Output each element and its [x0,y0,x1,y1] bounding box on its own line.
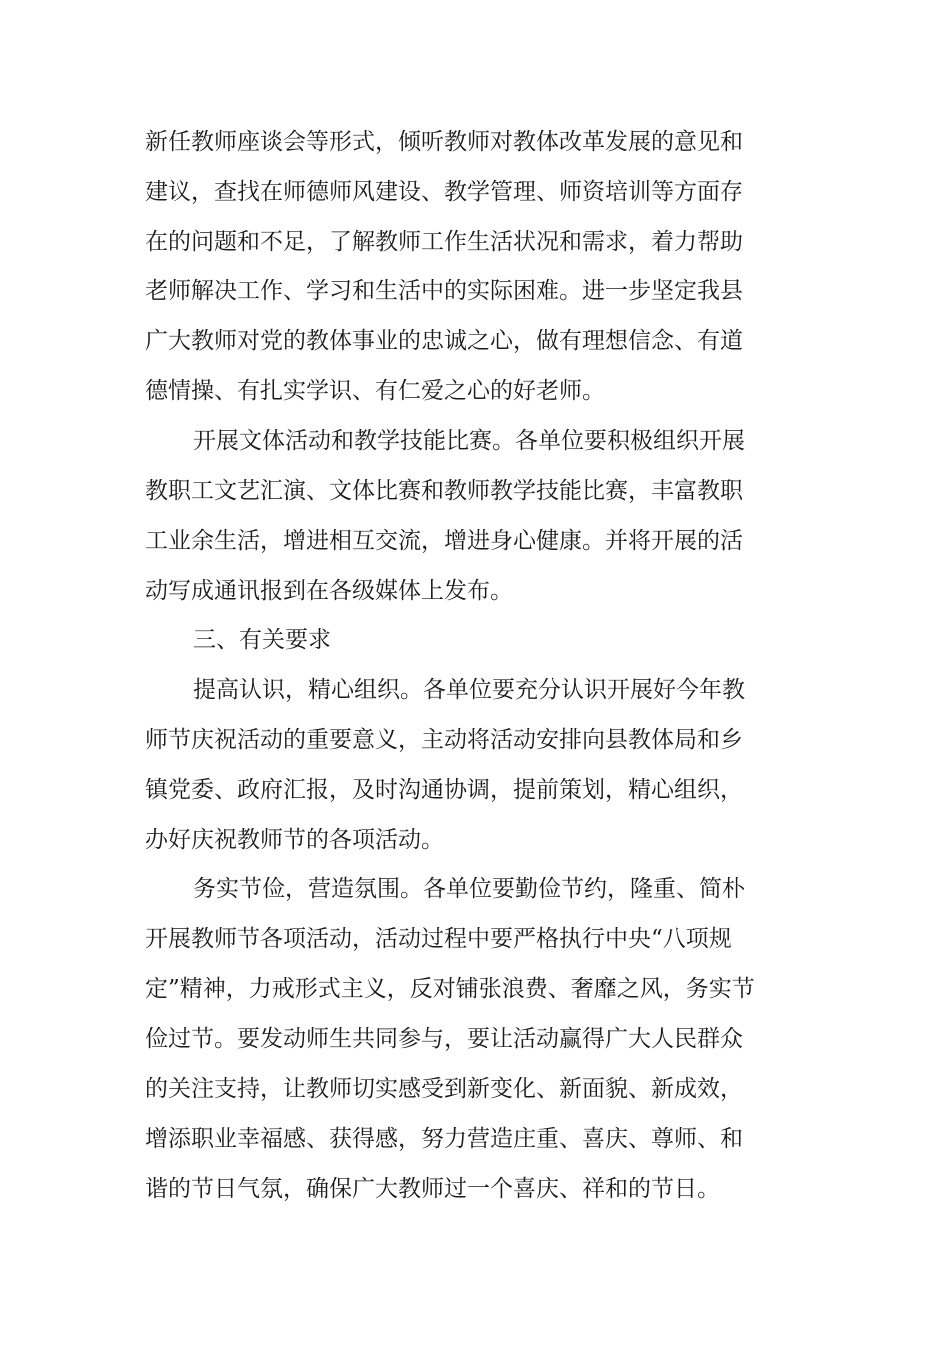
text-line: 动写成通讯报到在各级媒体上发布。 [145,578,513,604]
text-line: 老师解决工作、学习和生活中的实际困难。进一步坚定我县 [145,278,743,304]
text-line: 定”精神，力戒形式主义，反对铺张浪费、奢靡之风，务实节 [145,976,755,1002]
section-heading: 三、有关要求 [193,627,331,653]
text-line: 开展教师节各项活动，活动过程中要严格执行中央“八项规 [145,926,732,952]
text-line: 广大教师对党的教体事业的忠诚之心，做有理想信念、有道 [145,328,743,354]
text-line: 教职工文艺汇演、文体比赛和教师教学技能比赛，丰富教职 [145,478,743,504]
text-line: 师节庆祝活动的重要意义，主动将活动安排向县教体局和乡 [145,727,743,753]
text-line: 的关注支持，让教师切实感受到新变化、新面貌、新成效， [145,1076,743,1102]
text-line: 谐的节日气氛，确保广大教师过一个喜庆、祥和的节日。 [145,1176,720,1202]
text-line: 建议，查找在师德师风建设、教学管理、师资培训等方面存 [145,179,743,205]
text-line: 增添职业幸福感、获得感，努力营造庄重、喜庆、尊师、和 [145,1126,743,1152]
text-line: 在的问题和不足，了解教师工作生活状况和需求，着力帮助 [145,229,743,255]
paragraph-start-line: 开展文体活动和教学技能比赛。各单位要积极组织开展 [193,428,745,454]
paragraph-start-line: 务实节俭，营造氛围。各单位要勤俭节约，隆重、简朴 [193,876,745,902]
paragraph-start-line: 提高认识，精心组织。各单位要充分认识开展好今年教 [193,677,745,703]
text-line: 工业余生活，增进相互交流，增进身心健康。并将开展的活 [145,528,743,554]
text-line: 德情操、有扎实学识、有仁爱之心的好老师。 [145,378,605,404]
text-line: 俭过节。要发动师生共同参与，要让活动赢得广大人民群众 [145,1026,743,1052]
text-line: 镇党委、政府汇报，及时沟通协调，提前策划，精心组织， [145,777,743,803]
text-line: 新任教师座谈会等形式，倾听教师对教体改革发展的意见和 [145,129,743,155]
text-line: 办好庆祝教师节的各项活动。 [145,827,444,853]
